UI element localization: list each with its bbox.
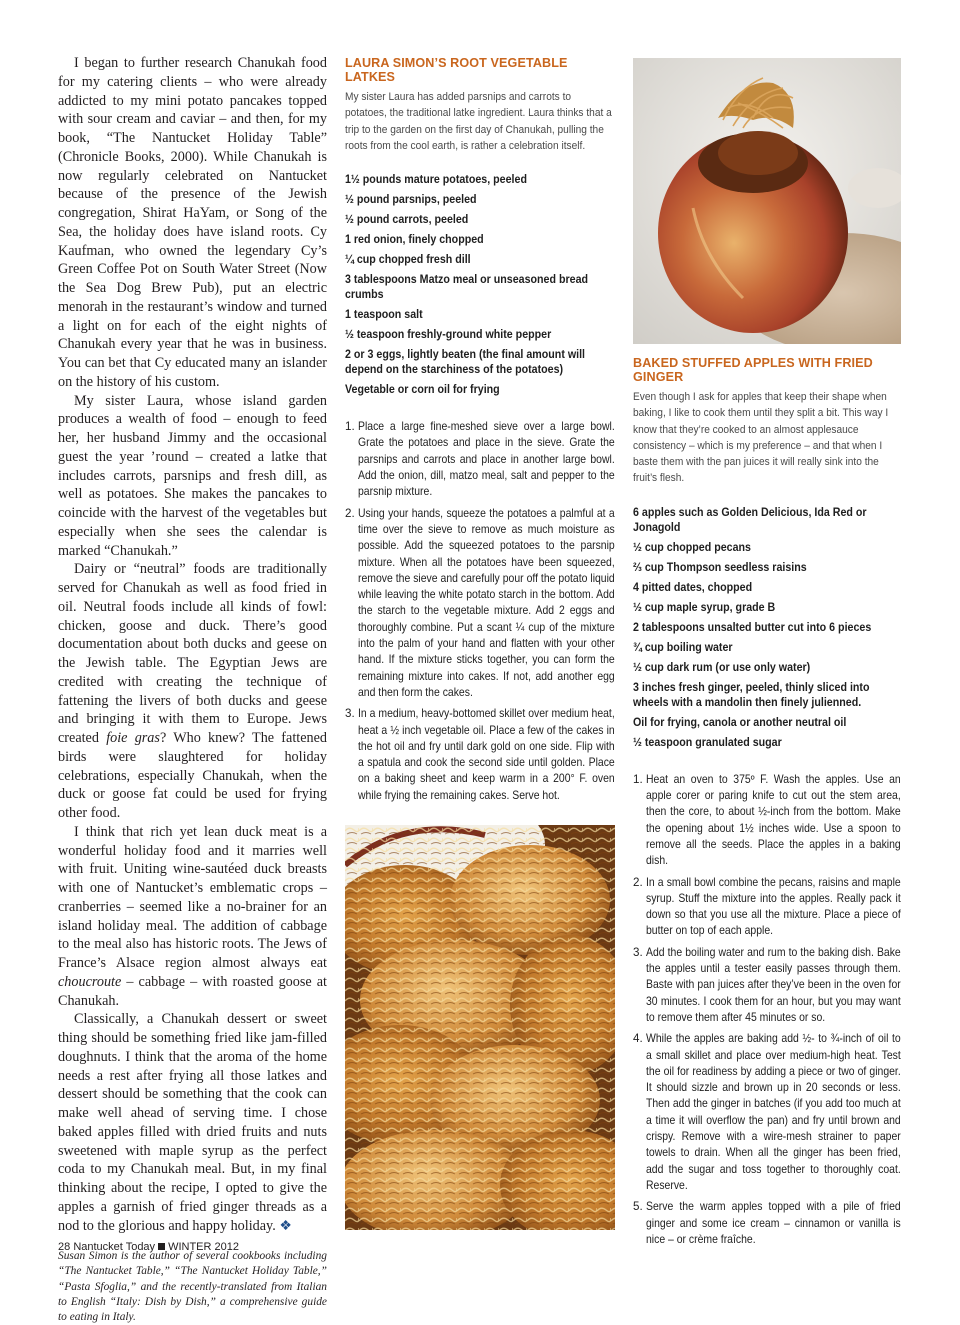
step-list — [633, 772, 901, 1248]
ingredient: ½ cup chopped pecans — [633, 540, 751, 554]
ingredient: ½ teaspoon granulated sugar — [633, 735, 782, 749]
step: 3. In a medium, heavy-bottomed skillet over medium heat, heat a ½ inch vegetable oil. Place a few of the cakes in the hot oil and fry until dark gold on one side. Flip with a spatula and cook the second side until golden. Place on a baking sheet and keep warm in a 200° F. oven while frying the remaining cakes. Serve hot. — [345, 707, 615, 802]
ingredient: Vegetable or corn oil for frying — [345, 383, 500, 397]
article-paragraph: I think that rich yet lean duck meat is a wonderful holiday food and it marries well with fruit. Uniting wine-sautéed duck breasts with one of Nantucket’s emblematic crops – cranberries – seemed like a no-brainer for an island holiday meal. The addition of cabbage to the meal also has historic roots. The Jews of France’s Alsace region almost always eat choucroute – cabbage – with roasted goose at Chanukah. — [58, 823, 327, 1009]
page-footer — [58, 1241, 239, 1253]
ingredient: 6 apples such as Golden Delicious, Ida Red or Jonagold — [633, 505, 867, 534]
ingredient: 2 tablespoons unsalted butter cut into 6 pieces — [633, 620, 872, 634]
ingredient: 3 tablespoons Matzo meal or unseasoned bread crumbs — [345, 273, 589, 302]
ingredient: ½ pound parsnips, peeled — [345, 193, 477, 207]
step: 5. Serve the warm apples topped with a pile of fried ginger and some ice cream – cinnamon or vanilla is nice – or crème fraîche. — [633, 1200, 901, 1246]
recipe-intro: My sister Laura has added parsnips and carrots to potatoes, the traditional latke ingredient. Laura thinks that a trip to the garden on the first day of Chanukah, pulling the roots from the cool earth, is rather a celebration itself. — [345, 91, 612, 152]
ingredient: ⅔ cup Thompson seedless raisins — [633, 560, 807, 574]
ingredient: ¼ cup chopped fresh dill — [345, 253, 471, 267]
ingredient: Oil for frying, canola or another neutral oil — [633, 715, 847, 729]
step: 2. Using your hands, squeeze the potatoes a palmful at a time over the sieve to remove as much moisture as possible. Add the squeezed potatoes to the parsnip mixture. When all the potatoes have been squeezed, remove the sieve and carefully pour off the potato liquid while leaving the white potato starch in the bottom. Add the starch to the vegetable mixture. Add 2 eggs and thoroughly combine. Put a scant ¼ cup of the mixture into the palm of your hand and flatten with your other hand. If the mixture sticks together, you can form the remaining mixture into cakes. If not, add another egg and then form the cakes. — [345, 506, 615, 699]
step: 4. While the apples are baking add ½- to ¾-inch of oil to a small skillet and place over medium-high heat. Test the oil for readiness by adding a piece or two of ginger. It should sizzle and brown up in 20 seconds or less. Then add the ginger in batches (if you add too much at a time it will overflow the pan) and fry until brown and crispy. Remove with a wire-mesh strainer to paper towels to drain. When all the ginger has been fried, add the sugar and toss together to thoroughly coat. Reserve. — [633, 1032, 901, 1192]
issue-label: WINTER 2012 — [168, 1241, 239, 1253]
page-number: 28 — [58, 1241, 71, 1253]
article-paragraph: My sister Laura, whose island garden produces a wealth of food – enough to feed her, her husband Jimmy and the occasional guest the year ’round – created a latke that includes carrots, parsnips and fresh dill, as well as potatoes. She makes the pancakes to coincide with the harvest of the vegetables but especially when she sees the calendar is marked “Chanukah.” — [58, 392, 327, 559]
ingredient: 1 red onion, finely chopped — [345, 233, 484, 247]
ingredient: ½ teaspoon freshly-ground white pepper — [345, 328, 552, 342]
step-list — [345, 419, 615, 804]
article-paragraph: Dairy or “neutral” foods are traditionally served for Chanukah as well as food fried in oil. Neutral foods include all kinds of fowl: chicken, goose and duck. There’s good documentation about both ducks and geese on the Jewish table. The Egyptian Jews are credited with creating the technique of fattening the livers of both ducks and geese and bringing it with them to Europe. Jews created foie gras? Who knew? The fattened birds were slaughtered for holiday celebrations, especially Chanukah, when the duck or goose fat could be used for frying other food. — [58, 561, 327, 821]
recipe-title: LAURA SIMON’S ROOT VEGETABLE LATKES — [345, 56, 568, 84]
step: 2. In a small bowl combine the pecans, raisins and maple syrup. Stuff the mixture into the apples. Really pack it down so that you use all the mixture. Place a piece of butter on top of each apple. — [633, 875, 901, 938]
ingredient: ½ cup dark rum (or use only water) — [633, 660, 811, 674]
apple-recipe — [633, 356, 901, 1253]
ingredient-list — [345, 172, 615, 397]
baked-apple-photo — [633, 58, 901, 344]
ingredient: ½ pound carrots, peeled — [345, 213, 469, 227]
latke-recipe — [345, 56, 615, 809]
recipe-title: BAKED STUFFED APPLES WITH FRIED GINGER — [633, 356, 873, 384]
ingredient: ½ cup maple syrup, grade B — [633, 600, 776, 614]
ingredient: ¾ cup boiling water — [633, 640, 733, 654]
article-column — [58, 54, 327, 1325]
article-paragraph: I began to further research Chanukah food for my catering clients – who were already addicted to my mini potato pancakes topped with sour cream and caviar – and then, for my book, “The Nantucket Holiday Table” (Chronicle Books, 2000). While Chanukah is now regularly celebrated on Nantucket because of the presence of the Jewish congregation, Shirat HaYam, or Song of the Sea, the holiday does have island roots. Cy Kaufman, who owned the legendary Cy’s Green Coffee Pot on South Water Street (Now the Sea Dog Brew Pub), put an electric menorah in the restaurant’s window and turned a light on for each of the eight nights of Chanukah every year that he was in business. You can bet that Cy educated many an islander on the history of his custom. — [58, 55, 327, 390]
end-mark-icon: ❖ — [279, 1217, 293, 1234]
article-paragraph: Classically, a Chanukah dessert or sweet thing should be something fried like jam-filled doughnuts. I think that the aroma of the home needs a rest after frying all those latkes and dessert should be something that the cook can make well ahead of serving time. I chose baked apples filled with dried fruits and nuts sweetened with maple syrup as the perfect coda to my Chanukah meal. But, in my final thinking about the recipe, I opted to give the apples a garnish of fried ginger threads as a nod to the glorious and happy holiday. ❖ — [58, 1011, 327, 1234]
step: 1. Place a large fine-meshed sieve over a large bowl. Grate the potatoes and place in the sieve. Grate the parsnips and carrots and place in another large bowl. Add the onion, dill, matzo meal, salt and pepper to the parsnip mixture. — [345, 420, 615, 499]
ingredient: 1 teaspoon salt — [345, 308, 423, 322]
step: 3. Add the boiling water and rum to the baking dish. Bake the apples until a tester easily passes through them. Baste with pan juices after they’ve been in the oven for 30 minutes. I cook them for an hour, but you may want to remove them after 45 minutes or so. — [633, 945, 901, 1024]
ingredient: 4 pitted dates, chopped — [633, 580, 753, 594]
ingredient-list — [633, 505, 901, 750]
magazine-name: Nantucket Today — [73, 1241, 156, 1253]
ingredient: 1½ pounds mature potatoes, peeled — [345, 173, 527, 187]
square-separator-icon — [158, 1243, 165, 1250]
author-bio: Susan Simon is the author of several cookbooks including “The Nantucket Table,” “The Nantucket Holiday Table,” “Pasta Sfoglia,” and the recently-translated from Italian to English “Italy: Dish by Dish,” a comprehensive guide to eating in Italy. — [58, 1250, 327, 1324]
ingredient: 3 inches fresh ginger, peeled, thinly sliced into wheels with a mandolin then finely julienned. — [633, 680, 870, 709]
latkes-image — [345, 825, 615, 1230]
baked-apple-image — [633, 58, 901, 344]
step: 1. Heat an oven to 375º F. Wash the apples. Use an apple corer or paring knife to cut out the stem area, then the core, to about ½-inch from the bottom. Make the opening about 1½ inches wide. Use a spoon to remove all the seeds. Place the apples in a baking dish. — [633, 772, 901, 868]
latkes-photo — [345, 825, 615, 1230]
ingredient: 2 or 3 eggs, lightly beaten (the final amount will depend on the starchiness of the potatoes) — [345, 348, 586, 377]
recipe-intro: Even though I ask for apples that keep their shape when baking, I like to cook them until they split a bit. This way I know that they’re cooked to an almost applesauce consistency – which is my preference – and that when I baste them with the pan juices it will really sink into the fruit’s flesh. — [633, 391, 889, 485]
